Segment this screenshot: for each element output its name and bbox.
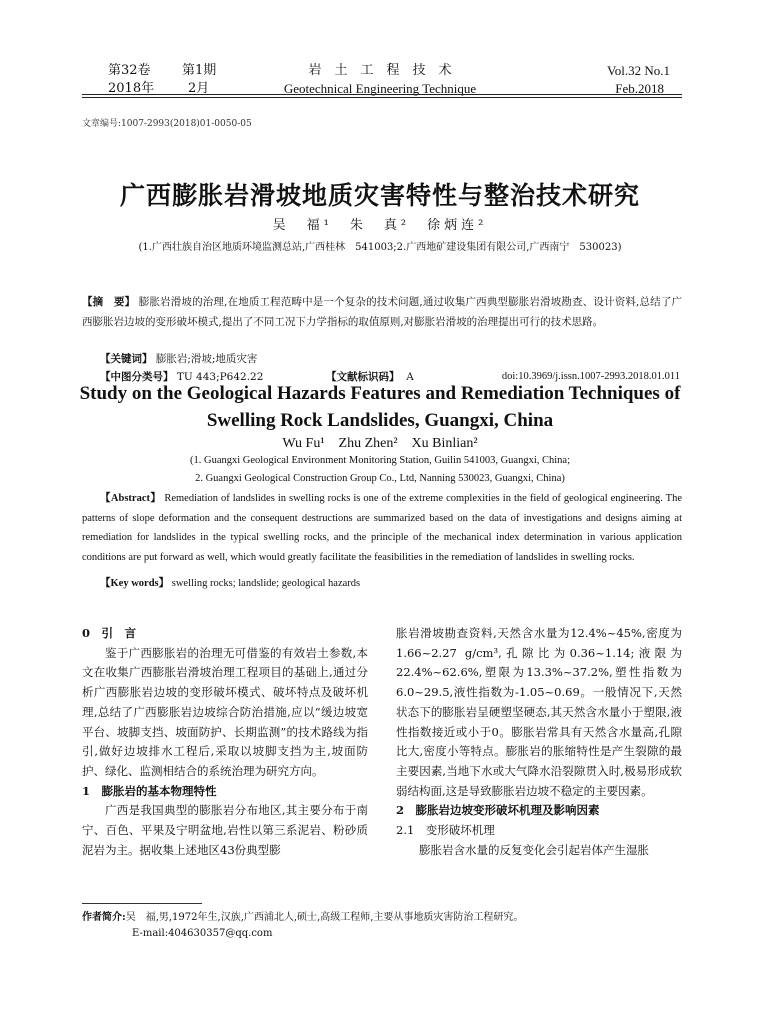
section-1-heading: 1 膨胀岩的基本物理特性 [82,783,217,798]
header-journal-cn: 岩 土 工 程 技 术 [308,63,452,78]
abstract-en-text: Remediation of landslides in swelling rocks is one of the extreme complexities in the field of geological engineering. The patterns of slope deformation and the consequent destructions are summarized based on the data of investigations and designs aiming at remediation for landslides in the typical swelling rocks, and the principle of the mechanical index determination in various application conditions are put forward as well, which would greatly facilitate the feasibilities in the remediation of landslides in swelling rocks. [82,493,682,563]
header-year: 2018年 [108,81,155,96]
header-volume: 第32卷 [108,63,151,78]
keywords-en-label: 【Key words】 [100,578,170,589]
article-id: 文章编号:1007-2993(2018)01-0050-05 [82,119,252,129]
doc-code-label: 【文献标识码】 [326,371,400,383]
abstract-cn-text: 膨胀岩滑坡的治理,在地质工程范畴中是一个复杂的技术问题,通过收集广西典型膨胀岩滑坡勘查、设计资料,总结了广西膨胀岩边坡的变形破坏模式,提出了不同工况下力学指标的取值原则,对膨胀岩滑坡的治理提出可行的技术思路。 [82,296,683,328]
title-en-line2: Swelling Rock Landslides, Guangxi, China [206,410,554,431]
clc-label: 【中图分类号】 [100,371,174,383]
author-email: E-mail:404630357@qq.com [132,928,273,939]
affiliations-en-2: 2. Guangxi Geological Construction Group Co., Ltd, Nanning 530023, Guangxi, China) [195,473,565,484]
author-note-label: 作者简介: [82,912,126,923]
section-0-heading: 0 引 言 [82,626,137,640]
header-date-en: Feb.2018 [615,81,664,96]
header-issue: 第1期 [182,63,217,78]
title-en-line1: Study on the Geological Hazards Features and Remediation Techniques of [79,383,681,404]
author-note [82,910,682,926]
keywords-cn-text: 膨胀岩;滑坡;地质灾害 [155,353,258,365]
section-2-1-heading: 2.1 变形破坏机理 [396,823,495,838]
header-rule-double [82,97,682,98]
abstract-cn [82,292,682,332]
clc-value: TU 443;P642.22 [176,371,264,383]
footnote-rule [82,903,202,904]
body-left-column [82,624,368,860]
affiliations-cn: (1.广西壮族自治区地质环境监测总站,广西桂林 541003;2.广西地矿建设集团有限公司,广西南宁 530023) [138,242,622,253]
keywords-en [100,574,680,594]
section-1-paragraph-start: 广西是我国典型的膨胀岩分布地区,其主要分布于南宁、百色、平果及宁明盆地,岩性以第三系泥岩、粉砂质泥岩为主。据收集上述地区43份典型膨 [82,803,368,857]
keywords-cn-label: 【关键词】 [100,353,153,365]
header-vol-en: Vol.32 No.1 [607,63,670,78]
abstract-cn-label: 【摘 要】 [82,296,136,308]
header-rule [82,94,682,95]
keywords-cn [100,349,680,369]
header-month: 2月 [188,81,210,96]
affiliations-en-1: (1. Guangxi Geological Environment Monitoring Station, Guilin 541003, Guangxi, China; [190,455,570,466]
keywords-en-text: swelling rocks; landslide; geological hazards [171,578,361,589]
abstract-en [82,489,682,567]
doi: doi:10.3969/j.issn.1007-2993.2018.01.011 [501,371,680,382]
section-2-1-paragraph: 膨胀岩含水量的反复变化会引起岩体产生湿胀 [419,842,649,857]
title-cn: 广西膨胀岩滑坡地质灾害特性与整治技术研究 [119,181,640,210]
section-2-heading: 2 膨胀岩边坡变形破坏机理及影响因素 [396,803,600,818]
section-0-paragraph: 鉴于广西膨胀岩的治理无可借鉴的有效岩土参数,本文在收集广西膨胀岩滑坡治理工程项目的基础上,通过分析广西膨胀岩边坡的变形破坏模式、破坏特点及破坏机理,总结了广西膨胀岩边坡综合防治措施,应以“缓边坡宽平台、坡脚支挡、坡面防护、长期监测”的技术路线为指引,做好边坡排水工程后,采取以坡脚支挡为主,坡面防护、绿化、监测相结合的系统治理为研究方向。 [82,645,368,778]
author-note-text: 吴 福,男,1972年生,汉族,广西浦北人,硕士,高级工程师,主要从事地质灾害防治工程研究。 [125,912,524,923]
doc-code-value: A [406,371,414,383]
body-right-column [396,624,682,860]
authors-cn: 吴 福¹ 朱 真² 徐炳连² [272,218,488,233]
authors-en: Wu Fu¹ Zhu Zhen² Xu Binlian² [282,436,478,451]
section-1-paragraph-cont: 胀岩滑坡勘查资料,天然含水量为12.4%~45%,密度为1.66~2.27 g/cm³,孔隙比为0.36~1.14;液限为22.4%~62.6%,塑限为13.3%~37.2%,塑性指数为6.0~29.5,液性指数为-1.05~0.69。一般情况下,天然状态下的膨胀岩呈硬塑坚硬态,其天然含水量小于塑限,液性指数接近或小于0。膨胀岩常具有天然含水量高,孔隙比大,密度小等特点。膨胀岩的胀缩特性是产生裂隙的最主要因素,当地下水或大气降水沿裂隙贯入时,极易形成软弱结构面,这是导致膨胀岩边坡不稳定的主要因素。 [396,626,682,798]
header-journal-en: Geotechnical Engineering Technique [283,81,477,96]
abstract-en-label: 【Abstract】 [100,493,162,504]
